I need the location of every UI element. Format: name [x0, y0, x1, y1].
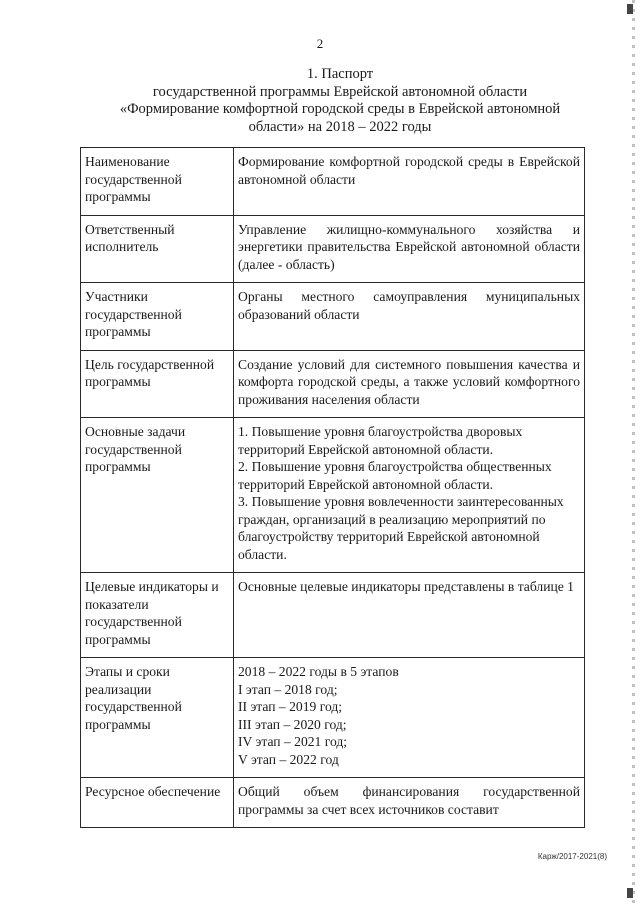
row-label-resources: Ресурсное обеспечение [81, 778, 234, 828]
row-label-responsible-executor: Ответственный исполнитель [81, 215, 234, 283]
stage-item: III этап – 2020 год; [238, 716, 347, 732]
row-label-indicators: Целевые индикаторы и показатели государственной программы [81, 573, 234, 658]
row-value-responsible-executor [234, 215, 585, 283]
title-line-2: государственной программы Еврейской автономной области [152, 83, 528, 100]
title-line-4: области» на 2018 – 2022 годы [248, 118, 432, 135]
row-label-goal: Цель государственной программы [81, 350, 234, 418]
scan-mark [627, 4, 633, 14]
title-line-1: 1. Паспорт [306, 66, 374, 82]
scan-mark [627, 888, 633, 898]
table-row [81, 283, 585, 351]
value-text: Управление жилищно-коммунального хозяйства и энергетики правительства Еврейской автономной области (далее - область) [238, 221, 580, 272]
table-row [81, 658, 585, 778]
page-number: 2 [316, 36, 324, 51]
row-label-tasks: Основные задачи государственной программы [81, 418, 234, 573]
table-row [81, 148, 585, 216]
stage-item: IV этап – 2021 год; [238, 734, 348, 749]
row-value-tasks [234, 418, 585, 573]
task-item-1: 1. Повышение уровня благоустройства дворовых территорий Еврейской автономной области. [238, 424, 523, 457]
table-row [81, 573, 585, 658]
stage-item: II этап – 2019 год; [238, 699, 343, 714]
task-item-2: 2. Повышение уровня благоустройства общественных территорий Еврейской автономной области. [238, 459, 552, 492]
value-text: Органы местного самоуправления муниципальных образований области [238, 289, 580, 322]
task-item-3: 3. Повышение уровня вовлеченности заинтересованных граждан, организаций в реализацию мероприятий по благоустройству территорий Еврейской автономной области. [238, 494, 564, 562]
stage-summary: 2018 – 2022 годы в 5 этапов [238, 664, 399, 679]
value-text: Общий объем финансирования государственной программы за счет всех источников составит [238, 784, 580, 817]
table-row [81, 215, 585, 283]
title-line-3: «Формирование комфортной городской среды в Еврейской автономной [119, 101, 561, 117]
row-label-stages: Этапы и сроки реализации государственной программы [81, 658, 234, 778]
stage-item: I этап – 2018 год; [238, 681, 338, 697]
row-label-participants: Участники государственной программы [81, 283, 234, 351]
row-value-indicators [234, 573, 585, 658]
row-value-program-name [234, 148, 585, 216]
row-value-goal [234, 350, 585, 418]
document-title [60, 66, 620, 136]
passport-table [80, 147, 585, 828]
stage-item: V этап – 2022 год [238, 751, 339, 767]
table-row [81, 778, 585, 828]
row-label-program-name: Наименование государственной программы [81, 148, 234, 216]
footer-code: Карж/2017-2021(8) [537, 852, 607, 861]
row-value-stages [234, 658, 585, 778]
value-text: Формирование комфортной городской среды в Еврейской автономной области [238, 154, 580, 187]
value-text: Основные целевые индикаторы представлены в таблице 1 [238, 579, 574, 594]
value-text: Создание условий для системного повышения качества и комфорта городской среды, а также условий комфортного проживания населения области [238, 356, 580, 407]
table-row [81, 418, 585, 573]
row-value-participants [234, 283, 585, 351]
table-row [81, 350, 585, 418]
row-value-resources [234, 778, 585, 828]
scan-edge-artifact [632, 0, 635, 905]
